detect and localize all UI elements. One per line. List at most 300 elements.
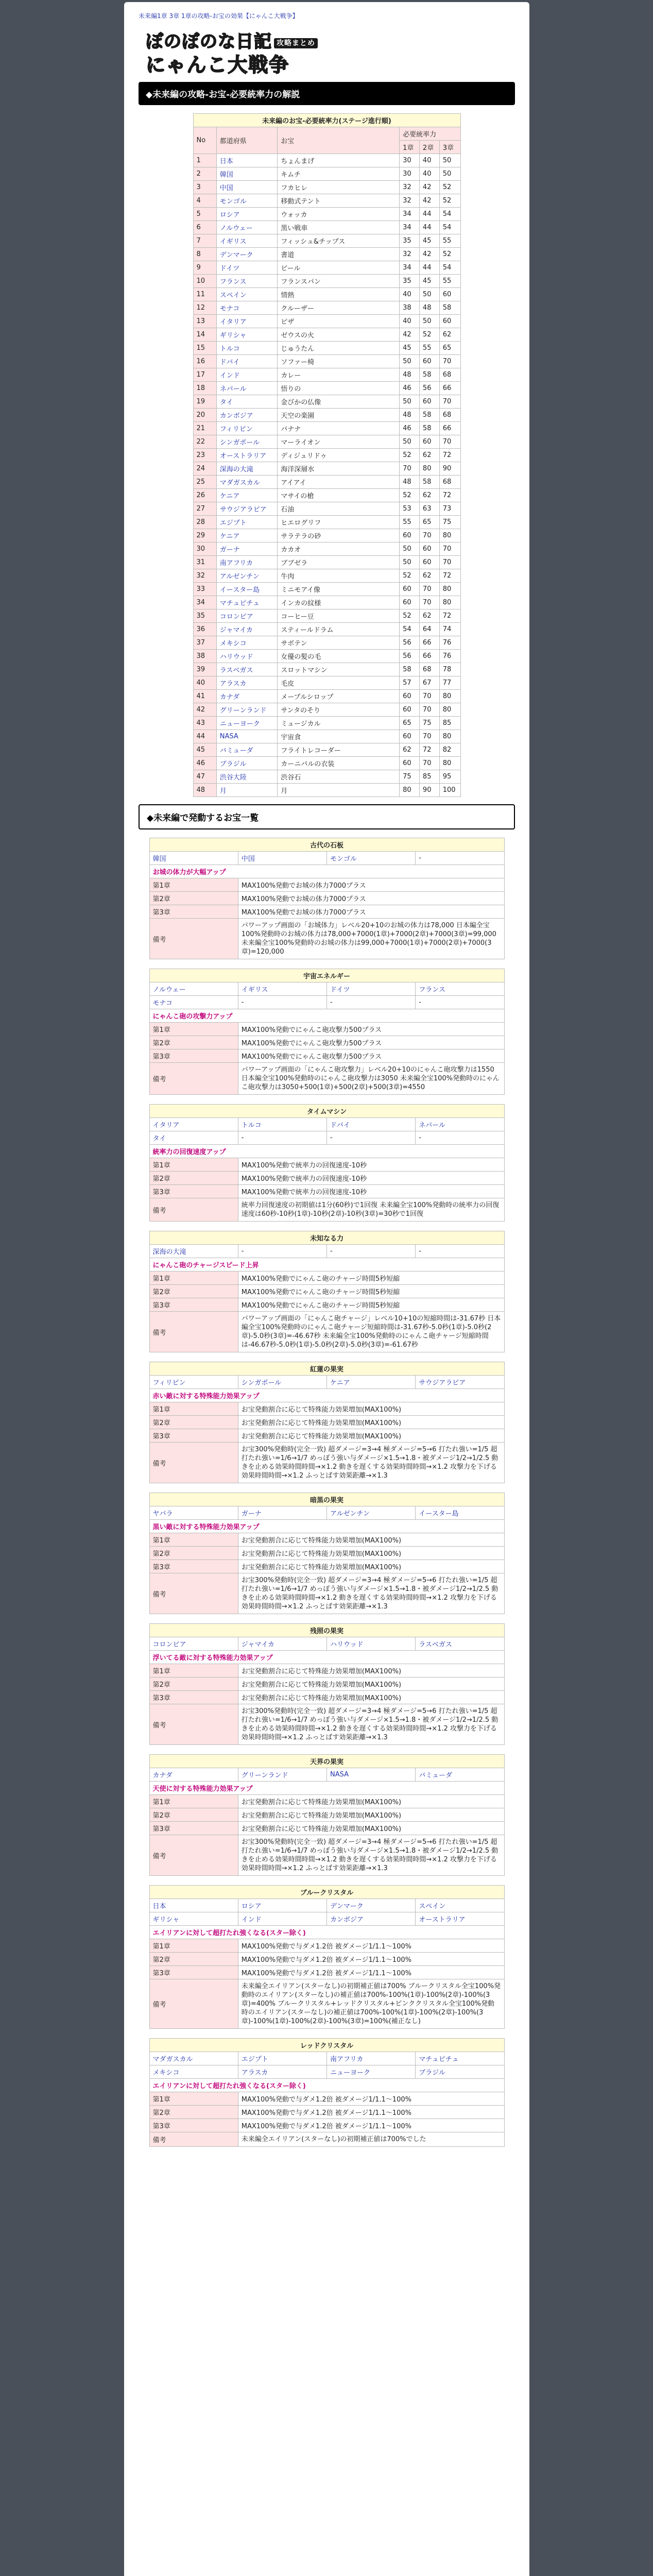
chapter-row — [149, 1172, 504, 1185]
table-row — [193, 596, 460, 609]
country-cell — [216, 636, 277, 650]
stage-link[interactable]: コロンビア — [152, 1641, 186, 1649]
country-link[interactable]: シンガポール — [219, 439, 260, 447]
stage-link[interactable]: デンマーク — [330, 1903, 364, 1910]
req-ch1: 60 — [400, 529, 420, 543]
note-text: パワーアップ画面の「にゃんこ砲攻撃力」レベル20+10のにゃんこ砲攻撃力は1550 日本編全宝100%発動時のにゃんこ砲攻撃力は3050 未来編全宝100%発動時のにゃんこ砲攻撃力は3050+500(1章)+500(2章)+500(3章)=4550 — [238, 1063, 504, 1095]
treasure-table — [149, 838, 505, 959]
chapter-row — [149, 2119, 504, 2132]
chapter-label: 第1章 — [149, 1664, 238, 1677]
chapter-text: MAX100%発動でお城の体力7000プラス — [238, 905, 504, 919]
stage-link[interactable]: 深海の大滝 — [152, 1248, 186, 1256]
stage-link[interactable]: ギリシャ — [152, 1916, 180, 1924]
stage-link[interactable]: ジャマイカ — [241, 1641, 274, 1649]
stage-link[interactable]: アラスカ — [241, 2069, 268, 2077]
table-row — [193, 663, 460, 676]
country-cell — [216, 743, 277, 757]
country-link[interactable]: ガーナ — [219, 546, 240, 554]
country-link[interactable]: 深海の大滝 — [219, 466, 253, 473]
country-link[interactable]: バミューダ — [219, 747, 253, 755]
country-cell — [216, 583, 277, 596]
stage-link[interactable]: タイ — [152, 1135, 166, 1143]
stage-link[interactable]: モナコ — [152, 999, 173, 1007]
treasure-effect: エイリアンに対して超打たれ強くなる(スター除く) — [149, 2079, 504, 2092]
note-text: 未来編全エイリアン(スターなし)の初期補正値は700%でした — [238, 2132, 504, 2147]
chapter-text: MAX100%発動でにゃんこ砲攻撃力500プラス — [238, 1049, 504, 1063]
country-link[interactable]: グリーンランド — [219, 707, 267, 715]
country-link[interactable]: モナコ — [219, 305, 240, 313]
req-ch3: 76 — [439, 650, 460, 663]
row-number: 18 — [193, 382, 216, 395]
country-cell — [216, 382, 277, 395]
req-ch3: 50 — [439, 167, 460, 181]
req-ch1: 60 — [400, 730, 420, 743]
stage-link[interactable]: ロシア — [241, 1903, 262, 1910]
country-link[interactable]: 南アフリカ — [219, 560, 253, 567]
stage-link[interactable]: アルゼンチン — [330, 1510, 370, 1518]
chapter-text: MAX100%発動で与ダメ1.2倍 被ダメージ1/1.1～100% — [238, 2106, 504, 2119]
treasure-name: カカオ — [278, 543, 400, 556]
row-number: 12 — [193, 301, 216, 315]
stage-link[interactable]: メキシコ — [152, 2069, 180, 2077]
country-link[interactable]: マチュピチュ — [219, 600, 260, 607]
stage-cell — [149, 982, 238, 996]
stage-cell — [416, 1899, 504, 1912]
country-link[interactable]: 中国 — [219, 184, 233, 192]
stage-link[interactable]: オーストラリア — [419, 1916, 466, 1924]
country-cell — [216, 449, 277, 462]
stage-cell — [327, 1768, 416, 1782]
country-link[interactable]: 月 — [219, 787, 227, 795]
table-row — [193, 422, 460, 435]
country-cell — [216, 154, 277, 167]
req-ch2: 66 — [419, 636, 439, 650]
row-number: 22 — [193, 435, 216, 449]
breadcrumb-link[interactable]: 未来編1章 3章 1章の攻略-お宝の効果【にゃんこ大戦争】 — [139, 12, 299, 20]
treasure-title: 古代の石板 — [149, 838, 504, 852]
table-row — [193, 368, 460, 382]
stage-link[interactable]: ニューヨーク — [330, 2069, 371, 2077]
country-link[interactable]: ネパール — [219, 385, 247, 393]
req-ch3: 70 — [439, 435, 460, 449]
treasure-name: ヒエログリフ — [278, 516, 400, 529]
stage-row — [149, 1376, 504, 1389]
country-link[interactable]: ニューヨーク — [219, 720, 260, 728]
stage-cell — [238, 2052, 326, 2065]
row-number: 24 — [193, 462, 216, 476]
req-ch1: 52 — [400, 449, 420, 462]
stage-link[interactable]: グリーンランド — [241, 1772, 288, 1780]
row-number: 30 — [193, 543, 216, 556]
req-ch3: 80 — [439, 757, 460, 770]
treasure-name: 渋谷石 — [278, 770, 400, 784]
req-ch1: 42 — [400, 328, 420, 342]
req-ch2: 45 — [419, 275, 439, 288]
chapter-label: 第1章 — [149, 1402, 238, 1416]
country-link[interactable]: アルゼンチン — [219, 573, 260, 581]
chapter-label: 第2章 — [149, 1172, 238, 1185]
chapter-row — [149, 2092, 504, 2106]
req-ch1: 30 — [400, 167, 420, 181]
treasure-title: 天界の果実 — [149, 1755, 504, 1768]
chapter-row — [149, 1402, 504, 1416]
row-number: 41 — [193, 690, 216, 703]
table-row — [193, 516, 460, 529]
req-ch1: 62 — [400, 743, 420, 757]
country-cell — [216, 342, 277, 355]
req-ch1: 60 — [400, 703, 420, 717]
req-ch3: 62 — [439, 328, 460, 342]
treasure-name: 石油 — [278, 502, 400, 516]
stage-link[interactable]: ケニア — [330, 1379, 350, 1387]
country-link[interactable]: ブラジル — [219, 760, 247, 768]
note-label: 備考 — [149, 1573, 238, 1614]
treasure-title: 紅蓮の果実 — [149, 1362, 504, 1376]
country-cell — [216, 261, 277, 275]
country-link[interactable]: カナダ — [219, 693, 240, 701]
country-link[interactable]: アラスカ — [219, 680, 247, 688]
breadcrumb — [139, 11, 515, 20]
table-row — [193, 676, 460, 690]
req-ch1: 50 — [400, 395, 420, 409]
country-link[interactable]: フランス — [219, 278, 247, 286]
country-link[interactable]: 渋谷大陸 — [219, 774, 247, 782]
country-link[interactable]: トルコ — [219, 345, 240, 353]
country-link[interactable]: サウジアラビア — [219, 506, 267, 514]
stage-link[interactable]: ネパール — [419, 1122, 445, 1129]
row-number: 38 — [193, 650, 216, 663]
req-ch1: 32 — [400, 194, 420, 208]
req-ch2: 80 — [419, 462, 439, 476]
stage-row — [149, 2065, 504, 2079]
stage-link[interactable]: ラスベガス — [419, 1641, 452, 1649]
chapter-text: MAX100%発動で統率力の回復速度-10秒 — [238, 1172, 504, 1185]
treasure-title: レッドクリスタル — [149, 2039, 504, 2052]
country-link[interactable]: NASA — [219, 733, 238, 740]
stage-link[interactable]: カンボジア — [330, 1916, 364, 1924]
chapter-label: 第2章 — [149, 1285, 238, 1298]
country-cell — [216, 556, 277, 569]
chapter-row — [149, 2106, 504, 2119]
stage-cell — [416, 1506, 504, 1520]
note-label: 備考 — [149, 1312, 238, 1352]
stage-link[interactable]: 南アフリカ — [330, 2056, 364, 2063]
country-cell — [216, 368, 277, 382]
stage-link[interactable]: モンゴル — [330, 855, 357, 863]
country-cell — [216, 167, 277, 181]
req-ch3: 52 — [439, 194, 460, 208]
treasure-name: ソファー椅 — [278, 355, 400, 368]
treasure-name: インカの紋様 — [278, 596, 400, 609]
country-link[interactable]: ノルウェー — [219, 225, 253, 232]
country-link[interactable]: 韓国 — [219, 171, 233, 179]
note-text: パワーアップ画面の「お城体力」レベル20+10のお城の体力は78,000 日本編全宝100%発動時のお城の体力は78,000+7000(1章)+7000(2章)+7000(3章)=99,000 未来編全宝100%発動時のお城の体力は99,000+7000(1章)+7000(2章)+7000(3章)=120,000 — [238, 919, 504, 959]
country-link[interactable]: ジャマイカ — [219, 626, 253, 634]
stage-link[interactable]: スペイン — [419, 1903, 446, 1910]
req-ch2: 45 — [419, 234, 439, 248]
treasure-name: マーライオン — [278, 435, 400, 449]
country-link[interactable]: フィリピン — [219, 426, 253, 433]
note-text: お宝300%発動時(完全一致) 超ダメージ=3→4 極ダメージ=5→6 打たれ強い=1/5 超打たれ強い=1/6→1/7 めっぽう強い与ダメージ×1.5→1.8・被ダメージ1/2→1/2.5 動きを止める効果時間時間→×1.2 動きを遅くする効果時間時間→×1.2 攻撃力を下げる効果時間時間→×1.2 ふっとばす効果距離→×1.3 — [238, 1835, 504, 1876]
stage-cell — [149, 1637, 238, 1651]
treasure-name: スロットマシン — [278, 663, 400, 676]
country-cell — [216, 543, 277, 556]
country-link[interactable]: ドバイ — [219, 359, 240, 366]
req-ch2: 58 — [419, 409, 439, 422]
stage-link[interactable]: カナダ — [152, 1772, 173, 1780]
note-row — [149, 1312, 504, 1352]
stage-link[interactable]: ヤバラ — [152, 1510, 173, 1518]
stage-row — [149, 1131, 504, 1145]
chapter-label: 第1章 — [149, 1533, 238, 1547]
country-cell — [216, 462, 277, 476]
req-ch2: 72 — [419, 743, 439, 757]
req-ch3: 52 — [439, 181, 460, 194]
country-link[interactable]: カンボジア — [219, 412, 253, 420]
stage-link[interactable]: 日本 — [152, 1903, 166, 1910]
chapter-row — [149, 1939, 504, 1953]
country-link[interactable]: ハリウッド — [219, 653, 253, 661]
table-row — [193, 435, 460, 449]
treasure-name: 金びかの仏像 — [278, 395, 400, 409]
stage-link[interactable]: NASA — [330, 1771, 349, 1778]
stage-link[interactable]: シンガポール — [241, 1379, 282, 1387]
stage-cell — [149, 996, 238, 1009]
req-ch1: 70 — [400, 462, 420, 476]
stage-link[interactable]: イースター島 — [419, 1510, 459, 1518]
table-row — [193, 315, 460, 328]
country-link[interactable]: マダガスカル — [219, 479, 260, 487]
req-ch3: 58 — [439, 301, 460, 315]
chapter-row — [149, 1023, 504, 1036]
stage-cell — [238, 1768, 326, 1782]
treasure-effect: 天使に対する特殊能力効果アップ — [149, 1782, 504, 1795]
treasure-title: 未知なる力 — [149, 1231, 504, 1245]
req-ch1: 75 — [400, 770, 420, 784]
country-link[interactable]: ギリシャ — [219, 332, 247, 340]
req-ch2: 68 — [419, 663, 439, 676]
row-number: 39 — [193, 663, 216, 676]
row-number: 3 — [193, 181, 216, 194]
treasure-effect: 統率力の回復速度アップ — [149, 1145, 504, 1158]
stage-link[interactable]: イタリア — [152, 1122, 180, 1129]
note-row — [149, 1443, 504, 1483]
req-ch3: 73 — [439, 502, 460, 516]
stage-link[interactable]: フィリピン — [152, 1379, 186, 1387]
req-ch2: 75 — [419, 717, 439, 730]
country-link[interactable]: タイ — [219, 399, 233, 406]
chapter-label: 第2章 — [149, 1547, 238, 1560]
country-cell — [216, 355, 277, 368]
chapter-label: 第3章 — [149, 1966, 238, 1979]
req-ch1: 32 — [400, 248, 420, 261]
stage-row — [149, 1899, 504, 1912]
req-ch2: 62 — [419, 449, 439, 462]
treasure-name: キムチ — [278, 167, 400, 181]
req-ch1: 34 — [400, 208, 420, 221]
req-ch2: 70 — [419, 529, 439, 543]
stage-cell: - — [238, 1245, 326, 1258]
treasure-name: サラテラの砂 — [278, 529, 400, 543]
req-ch2: 62 — [419, 489, 439, 502]
site-logo[interactable] — [146, 25, 321, 75]
stage-link[interactable]: バミューダ — [419, 1772, 452, 1780]
country-cell — [216, 650, 277, 663]
country-cell — [216, 663, 277, 676]
note-text: お宝300%発動時(完全一致) 超ダメージ=3→4 極ダメージ=5→6 打たれ強い=1/5 超打たれ強い=1/6→1/7 めっぽう強い与ダメージ×1.5→1.8・被ダメージ1/2→1/2.5 動きを止める効果時間時間→×1.2 動きを遅くする効果時間時間→×1.2 攻撃力を下げる効果時間時間→×1.2 ふっとばす効果距離→×1.3 — [238, 1443, 504, 1483]
req-ch3: 80 — [439, 703, 460, 717]
country-cell — [216, 288, 277, 301]
note-row — [149, 1198, 504, 1222]
stage-cell — [238, 852, 326, 865]
stage-link[interactable]: フランス — [419, 986, 445, 994]
req-ch3: 52 — [439, 248, 460, 261]
treasure-name: ディジュリドゥ — [278, 449, 400, 462]
req-ch3: 70 — [439, 395, 460, 409]
req-ch3: 66 — [439, 422, 460, 435]
note-label: 備考 — [149, 1198, 238, 1222]
chapter-label: 第1章 — [149, 1939, 238, 1953]
req-ch2: 44 — [419, 221, 439, 234]
table-row — [193, 355, 460, 368]
country-link[interactable]: ケニア — [219, 493, 240, 500]
country-link[interactable]: ドイツ — [219, 265, 240, 273]
req-ch3: 80 — [439, 690, 460, 703]
country-link[interactable]: ケニア — [219, 533, 240, 540]
req-ch1: 35 — [400, 275, 420, 288]
chapter-row — [149, 1272, 504, 1285]
chapter-text: MAX100%発動でにゃんこ砲のチャージ時間5秒短縮 — [238, 1285, 504, 1298]
stage-link[interactable]: ドイツ — [330, 986, 350, 994]
stage-cell: - — [327, 1245, 416, 1258]
stage-link[interactable]: トルコ — [241, 1122, 262, 1129]
chapter-text: お宝発動割合に応じて特殊能力効果増加(MAX100%) — [238, 1560, 504, 1573]
country-link[interactable]: エジプト — [219, 519, 247, 527]
stage-cell — [238, 1506, 326, 1520]
stage-cell — [327, 2065, 416, 2079]
req-ch3: 80 — [439, 529, 460, 543]
table-row — [193, 409, 460, 422]
stage-link[interactable]: 中国 — [241, 855, 255, 863]
row-number: 15 — [193, 342, 216, 355]
section-title-treasures: ◆未来編で発動するお宝一覧 — [139, 804, 515, 829]
stage-link[interactable]: ドバイ — [330, 1122, 350, 1129]
country-link[interactable]: イタリア — [219, 318, 247, 326]
stage-link[interactable]: ガーナ — [241, 1510, 262, 1518]
req-ch1: 48 — [400, 368, 420, 382]
stage-link[interactable]: サウジアラビア — [419, 1379, 466, 1387]
logo-text-1: ぼのぼのな日記 — [146, 31, 272, 52]
stage-link[interactable]: マダガスカル — [152, 2056, 193, 2063]
req-ch2: 65 — [419, 516, 439, 529]
table-row — [193, 743, 460, 757]
treasure-name: 書道 — [278, 248, 400, 261]
country-link[interactable]: 日本 — [219, 158, 233, 165]
country-link[interactable]: ロシア — [219, 211, 240, 219]
country-link[interactable]: イギリス — [219, 238, 247, 246]
treasure-name: 情熱 — [278, 288, 400, 301]
req-ch3: 75 — [439, 516, 460, 529]
country-cell — [216, 703, 277, 717]
req-ch2: 70 — [419, 596, 439, 609]
stage-cell — [416, 2065, 504, 2079]
chapter-text: MAX100%発動でにゃんこ砲攻撃力500プラス — [238, 1023, 504, 1036]
stage-link[interactable]: ハリウッド — [330, 1641, 364, 1649]
stage-row — [149, 982, 504, 996]
stage-cell — [238, 982, 326, 996]
col-required: 必要統率力 — [400, 127, 460, 141]
req-ch3: 100 — [439, 784, 460, 797]
country-cell — [216, 676, 277, 690]
table-row — [193, 476, 460, 489]
req-ch1: 50 — [400, 556, 420, 569]
chapter-text: MAX100%発動でにゃんこ砲のチャージ時間5秒短縮 — [238, 1272, 504, 1285]
stage-link[interactable]: エジプト — [241, 2056, 268, 2063]
country-link[interactable]: オーストラリア — [219, 452, 267, 460]
country-link[interactable]: スペイン — [219, 292, 247, 299]
req-ch3: 90 — [439, 462, 460, 476]
country-cell — [216, 529, 277, 543]
table-row — [193, 382, 460, 395]
country-cell — [216, 409, 277, 422]
country-link[interactable]: モンゴル — [219, 198, 247, 206]
row-number: 23 — [193, 449, 216, 462]
treasure-name: サボテン — [278, 636, 400, 650]
chapter-row — [149, 892, 504, 905]
chapter-text: MAX100%発動で統率力の回復速度-10秒 — [238, 1158, 504, 1172]
stage-link[interactable]: イギリス — [241, 986, 268, 994]
chapter-label: 第2章 — [149, 1953, 238, 1966]
treasure-table — [149, 1493, 505, 1614]
req-ch2: 66 — [419, 650, 439, 663]
row-number: 20 — [193, 409, 216, 422]
stage-link[interactable]: インド — [241, 1916, 262, 1924]
stage-cell: - — [416, 1245, 504, 1258]
req-ch2: 42 — [419, 248, 439, 261]
treasure-name: クルーザー — [278, 301, 400, 315]
req-ch2: 70 — [419, 583, 439, 596]
country-link[interactable]: インド — [219, 372, 240, 380]
treasure-name: 移動式テント — [278, 194, 400, 208]
country-link[interactable]: メキシコ — [219, 640, 247, 648]
country-cell — [216, 690, 277, 703]
country-cell — [216, 784, 277, 797]
row-number: 48 — [193, 784, 216, 797]
req-ch2: 48 — [419, 301, 439, 315]
treasure-name: ミュージカル — [278, 717, 400, 730]
country-link[interactable]: コロンビア — [219, 613, 253, 621]
stage-row — [149, 1118, 504, 1131]
country-link[interactable]: イースター島 — [219, 586, 260, 594]
country-cell — [216, 596, 277, 609]
req-ch1: 52 — [400, 489, 420, 502]
stage-row — [149, 1506, 504, 1520]
stage-link[interactable]: 韓国 — [152, 855, 166, 863]
logo-line2: にゃんこ大戦争 — [146, 54, 290, 76]
req-ch3: 72 — [439, 489, 460, 502]
stage-link[interactable]: ノルウェー — [152, 986, 186, 994]
country-link[interactable]: デンマーク — [219, 251, 253, 259]
chapter-label: 第2章 — [149, 1808, 238, 1822]
chapter-text: MAX100%発動で統率力の回復速度-10秒 — [238, 1185, 504, 1198]
stage-cell: - — [327, 1131, 416, 1145]
stage-cell — [149, 1245, 238, 1258]
chapter-text: お宝発動割合に応じて特殊能力効果増加(MAX100%) — [238, 1664, 504, 1677]
country-link[interactable]: ラスベガス — [219, 667, 253, 674]
stage-link[interactable]: マチュピチュ — [419, 2056, 459, 2063]
stage-link[interactable]: ブラジル — [419, 2069, 445, 2077]
stage-cell: - — [416, 1131, 504, 1145]
